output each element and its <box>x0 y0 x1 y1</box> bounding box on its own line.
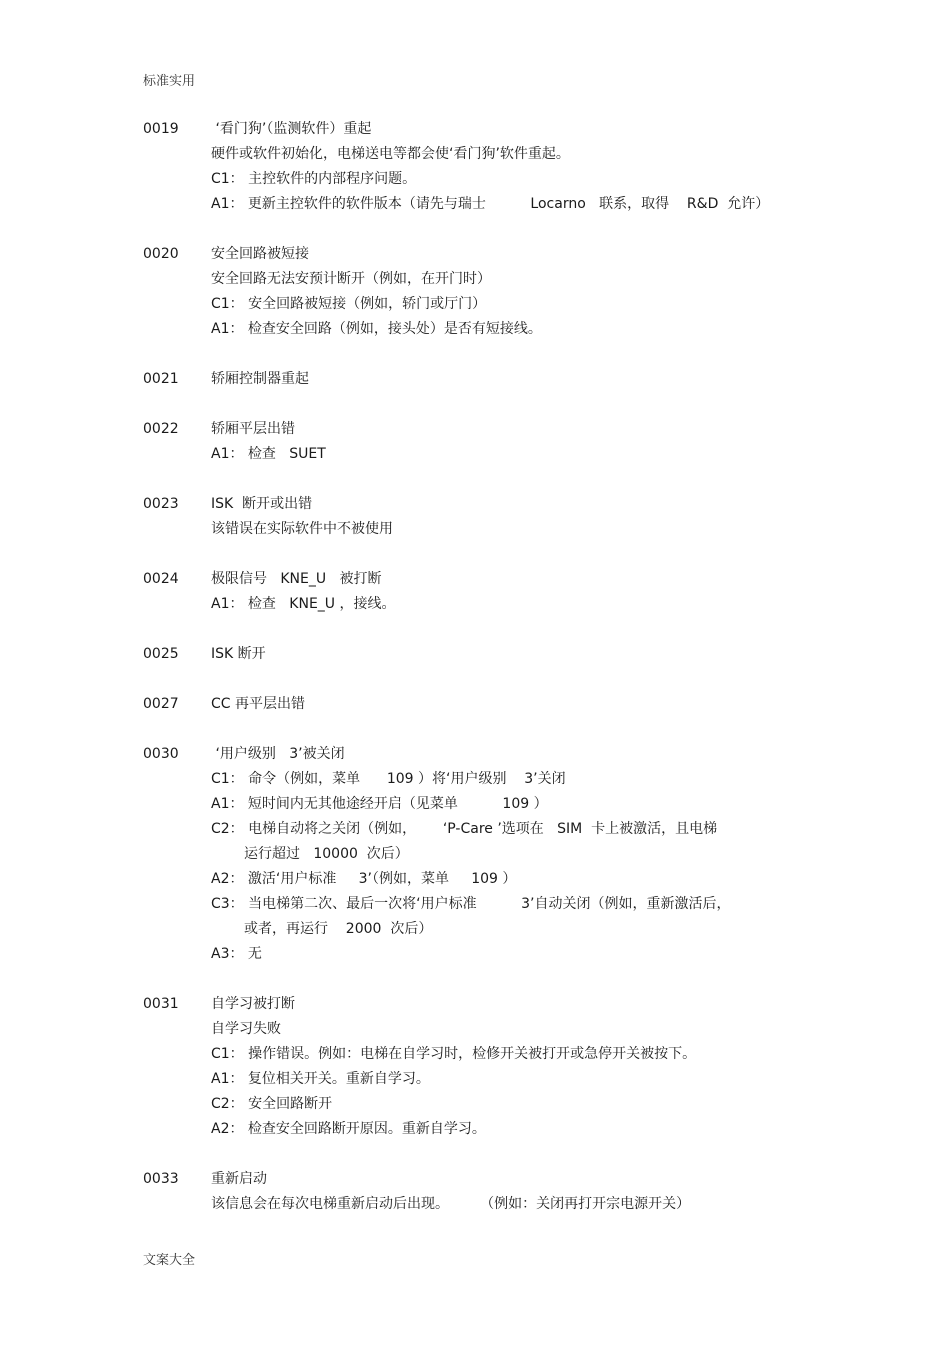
error-title: ‘看门狗’（监测软件）重起 <box>211 121 372 137</box>
error-title: 极限信号 KNE_U 被打断 <box>211 571 382 587</box>
page-header: 标准实用 <box>143 74 196 89</box>
error-detail-line: A1： 更新主控软件的软件版本（请先与瑞士 Locarno 联系，取得 R&D 允许） <box>211 196 770 212</box>
error-detail-line: 该信息会在每次电梯重新启动后出现。 （例如：关闭再打开宗电源开关） <box>211 1196 691 1212</box>
error-code: 0030 <box>143 746 179 762</box>
error-detail-line: A2： 检查安全回路断开原因。重新自学习。 <box>211 1121 486 1137</box>
error-detail-line: 或者，再运行 2000 次后） <box>244 921 433 937</box>
error-detail-line: A1： 复位相关开关。重新自学习。 <box>211 1071 430 1087</box>
error-detail-line: A1： 检查安全回路（例如，接头处）是否有短接线。 <box>211 321 542 337</box>
error-detail-line: C1： 安全回路被短接（例如，轿门或厅门） <box>211 296 487 312</box>
error-detail-line: A1： 检查 SUET <box>211 446 326 462</box>
error-detail-line: A1： 检查 KNE_U ，接线。 <box>211 596 396 612</box>
error-code: 0027 <box>143 696 179 712</box>
error-detail-line: A2： 激活‘用户标准 3’（例如，菜单 109 ） <box>211 871 517 887</box>
error-code: 0019 <box>143 121 179 137</box>
error-title: ‘用户级别 3’被关闭 <box>211 746 345 762</box>
error-detail-line: C2： 电梯自动将之关闭（例如， ‘P-Care ’选项在 SIM 卡上被激活，且电梯 <box>211 821 718 837</box>
error-detail-line: 硬件或软件初始化，电梯送电等都会使‘看门狗’软件重起。 <box>211 146 570 162</box>
error-detail-line: C1： 操作错误。例如：电梯在自学习时，检修开关被打开或急停开关被按下。 <box>211 1046 697 1062</box>
error-title: 重新启动 <box>211 1171 267 1187</box>
error-detail-line: 运行超过 10000 次后） <box>244 846 409 862</box>
error-detail-line: C1： 主控软件的内部程序问题。 <box>211 171 417 187</box>
error-title: ISK 断开或出错 <box>211 496 313 512</box>
error-detail-line: A1： 短时间内无其他途经开启（见菜单 109 ） <box>211 796 548 812</box>
error-title: 轿厢平层出错 <box>211 421 295 437</box>
error-title: 轿厢控制器重起 <box>211 371 309 387</box>
error-code: 0033 <box>143 1171 179 1187</box>
error-title: CC 再平层出错 <box>211 696 306 712</box>
error-detail-line: 自学习失败 <box>211 1021 281 1037</box>
page-footer: 文案大全 <box>143 1253 196 1268</box>
error-title: ISK 断开 <box>211 646 266 662</box>
error-detail-line: C1： 命令（例如，菜单 109 ）将‘用户级别 3’关闭 <box>211 771 566 787</box>
error-code: 0024 <box>143 571 179 587</box>
error-code: 0021 <box>143 371 179 387</box>
error-detail-line: 安全回路无法安预计断开（例如，在开门时） <box>211 271 491 287</box>
error-code: 0022 <box>143 421 179 437</box>
error-detail-line: C2： 安全回路断开 <box>211 1096 333 1112</box>
error-title: 安全回路被短接 <box>211 246 309 262</box>
error-detail-line: C3： 当电梯第二次、最后一次将‘用户标准 3’自动关闭（例如，重新激活后， <box>211 896 731 912</box>
error-detail-line: 该错误在实际软件中不被使用 <box>211 521 393 537</box>
error-code: 0020 <box>143 246 179 262</box>
error-title: 自学习被打断 <box>211 996 295 1012</box>
error-detail-line: A3： 无 <box>211 946 262 962</box>
error-code: 0023 <box>143 496 179 512</box>
error-code: 0031 <box>143 996 179 1012</box>
error-code: 0025 <box>143 646 179 662</box>
